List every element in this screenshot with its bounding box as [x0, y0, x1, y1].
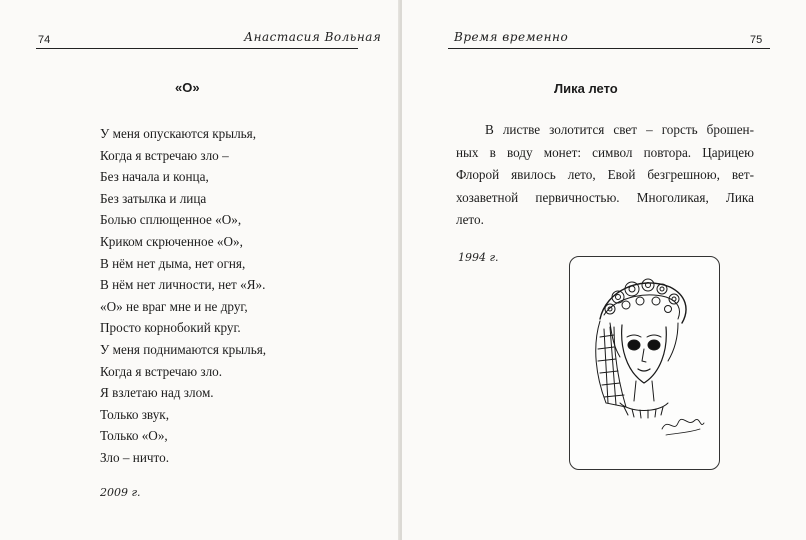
page-number: 75	[750, 34, 763, 46]
prose-paragraph	[456, 119, 754, 232]
woman-portrait-sketch	[570, 257, 719, 469]
poem-line: В нём нет дыма, нет огня,	[100, 255, 246, 271]
prose-line: В листве золотится свет – горсть брошен-	[485, 122, 754, 137]
poem-line: У меня поднимаются крылья,	[100, 341, 267, 357]
poem-line: Без начала и конца,	[100, 169, 209, 185]
prose-line: хозаветной первичностью. Многоликая, Лика	[456, 189, 754, 205]
piece-title: Лика лето	[554, 81, 618, 96]
prose-line: лето.	[456, 212, 484, 227]
left-page	[0, 0, 400, 540]
poem-line: Только звук,	[100, 406, 169, 422]
running-head: Анастасия Вольная	[244, 30, 382, 44]
prose-line: Флорой явилось лето, Евой безгрешною, вет-	[456, 167, 754, 182]
poem-line: Только «О»,	[100, 428, 168, 444]
poem-year: 2009 г.	[100, 486, 141, 499]
illustration-card	[569, 256, 720, 470]
poem-line: «О» не враг мне и не друг,	[100, 298, 248, 314]
running-head: Время временно	[454, 30, 569, 44]
poem-line: В нём нет личности, нет «Я».	[100, 277, 266, 293]
prose-line: ных в воду монет: символ повтора. Царицею	[456, 144, 754, 160]
poem-line: Болью сплющенное «О»,	[100, 212, 242, 228]
right-page	[402, 0, 806, 540]
poem-line: Когда я встречаю зло.	[100, 363, 223, 379]
poem-line: Криком скрюченное «О»,	[100, 233, 243, 249]
poem-line: Когда я встречаю зло –	[100, 147, 229, 163]
header-rule	[36, 48, 358, 49]
poem-text	[100, 123, 266, 469]
poem-line: У меня опускаются крылья,	[100, 126, 257, 141]
poem-line: Без затылка и лица	[100, 190, 207, 206]
page-number: 74	[38, 34, 51, 46]
poem-line: Зло – ничто.	[100, 449, 170, 465]
header-rule	[448, 48, 770, 49]
poem-line: Я взлетаю над злом.	[100, 385, 214, 401]
prose-year: 1994 г.	[458, 251, 499, 264]
poem-line: Просто корнобокий круг.	[100, 320, 241, 336]
poem-title: «О»	[175, 80, 200, 95]
